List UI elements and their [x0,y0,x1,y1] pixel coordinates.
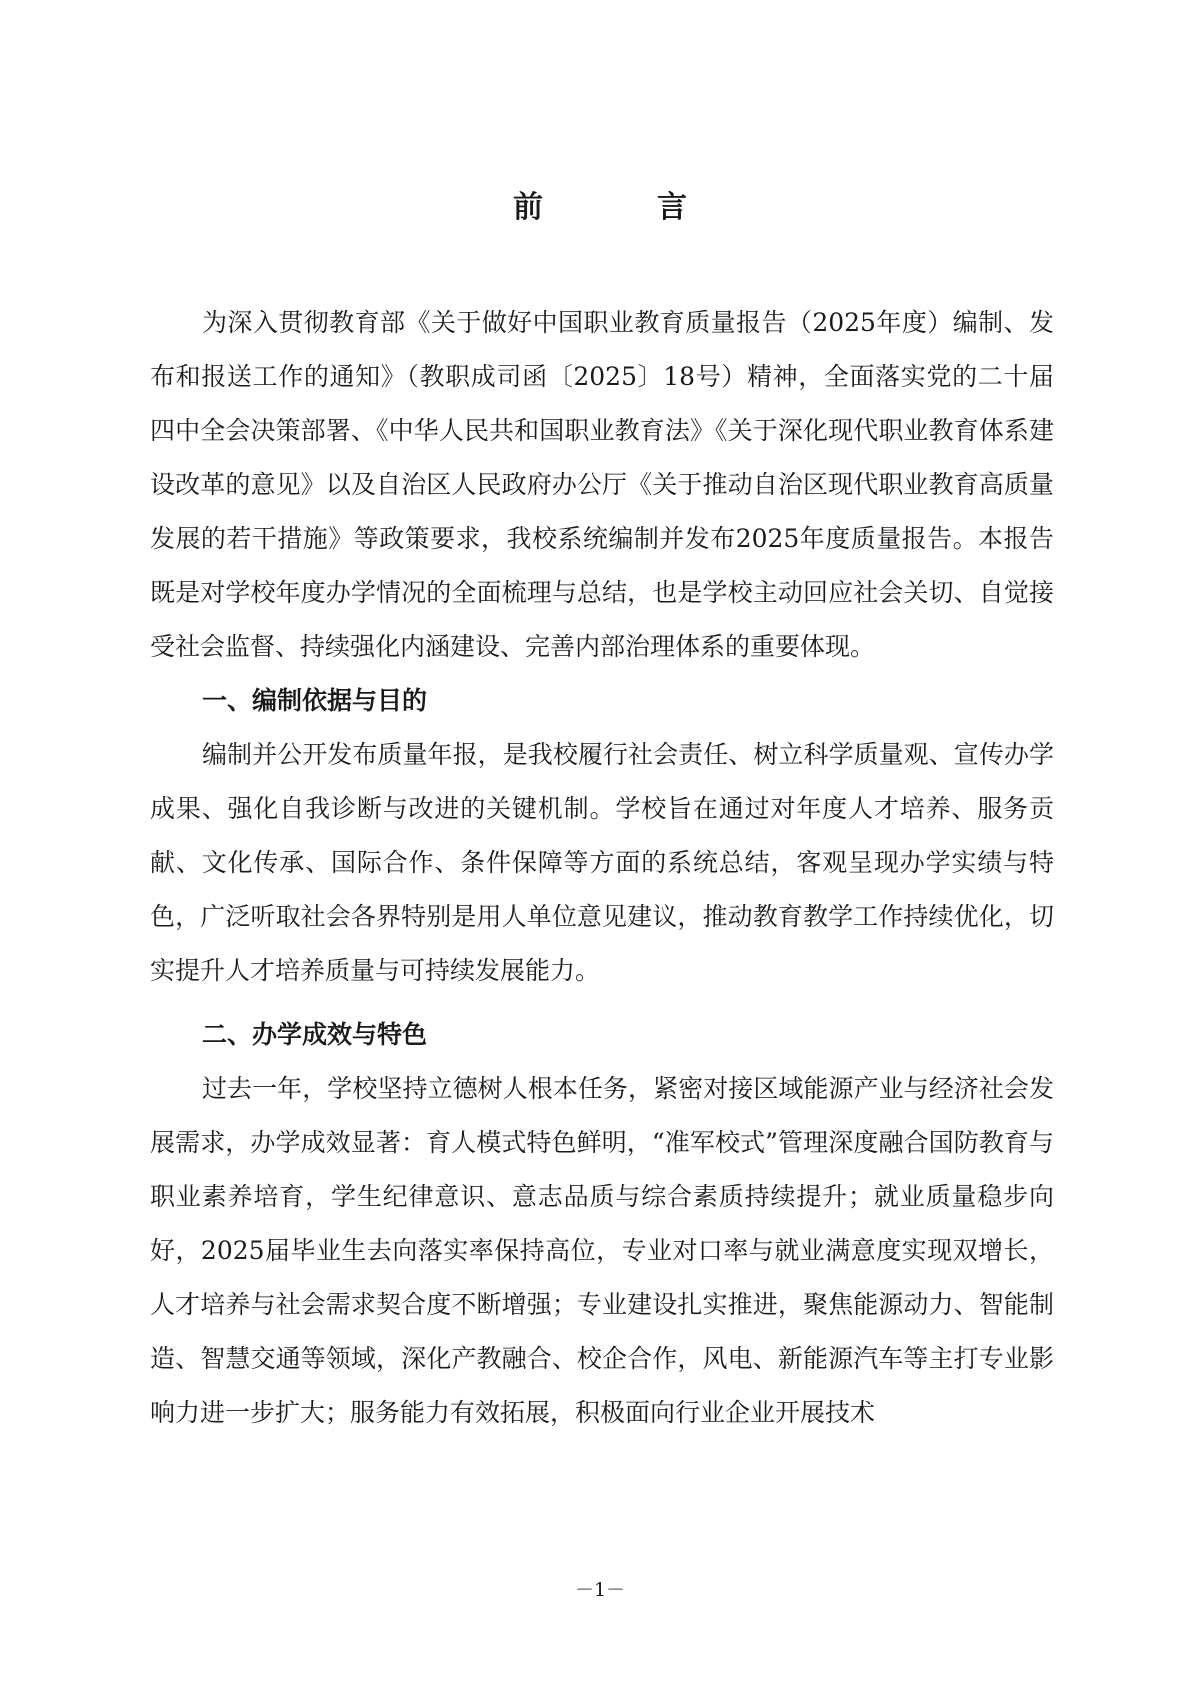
section-2-paragraph: 过去一年，学校坚持立德树人根本任务，紧密对接区域能源产业与经济社会发展需求，办学成效显著：育人模式特色鲜明，“准军校式”管理深度融合国防教育与职业素养培育，学生纪律意识、意志品质与综合素质持续提升；就业质量稳步向好，2025届毕业生去向落实率保持高位，专业对口率与就业满意度实现双增长，人才培养与社会需求契合度不断增强；专业建设扎实推进，聚焦能源动力、智能制造、智慧交通等领域，深化产教融合、校企合作，风电、新能源汽车等主打专业影响力进一步扩大；服务能力有效拓展，积极面向行业企业开展技术 [150,1074,1054,1427]
document-body [150,296,1054,1440]
page-title: 前 言 [513,190,729,225]
intro-paragraph: 为深入贯彻教育部《关于做好中国职业教育质量报告（2025年度）编制、发布和报送工作的通知》（教职成司函〔2025〕18号）精神，全面落实党的二十届四中全会决策部署、《中华人民共和国职业教育法》《关于深化现代职业教育体系建设改革的意见》以及自治区人民政府办公厅《关于推动自治区现代职业教育高质量发展的若干措施》等政策要求，我校系统编制并发布2025年度质量报告。本报告既是对学校年度办学情况的全面梳理与总结，也是学校主动回应社会关切、自觉接受社会监督、持续强化内涵建设、完善内部治理体系的重要体现。 [150,308,1054,661]
page-number: －1－ [574,1579,626,1601]
section-heading-2: 二、办学成效与特色 [202,1020,428,1049]
section-1-paragraph: 编制并公开发布质量年报，是我校履行社会责任、树立科学质量观、宣传办学成果、强化自我诊断与改进的关键机制。学校旨在通过对年度人才培养、服务贡献、文化传承、国际合作、条件保障等方面的系统总结，客观呈现办学实绩与特色，广泛听取社会各界特别是用人单位意见建议，推动教育教学工作持续优化，切实提升人才培养质量与可持续发展能力。 [150,740,1054,985]
section-heading-1: 一、编制依据与目的 [202,686,428,715]
